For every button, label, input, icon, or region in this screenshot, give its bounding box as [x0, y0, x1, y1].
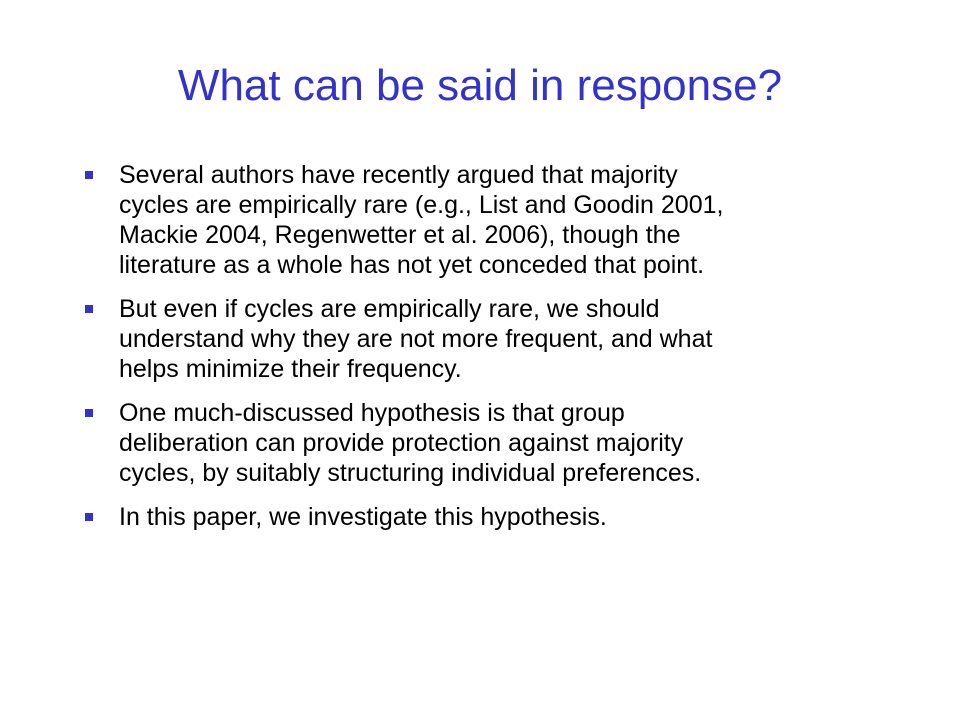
square-bullet-icon: [85, 171, 93, 179]
bullet-item: [85, 160, 905, 280]
bullet-item: [85, 294, 905, 384]
bullet-line: understand why they are not more frequent, and what: [119, 325, 713, 353]
bullet-line: literature as a whole has not yet conceded that point.: [119, 251, 705, 279]
bullet-item: [85, 502, 905, 532]
bullet-line: cycles, by suitably structuring individual preferences.: [119, 459, 702, 487]
square-bullet-icon: [85, 513, 93, 521]
bullet-line: cycles are empirically rare (e.g., List and Goodin 2001,: [119, 191, 724, 219]
slide-title: What can be said in response?: [177, 61, 783, 110]
bullet-line: deliberation can provide protection against majority: [119, 429, 684, 457]
bullet-line: Mackie 2004, Regenwetter et al. 2006), though the: [119, 221, 681, 249]
bullet-line: But even if cycles are empirically rare, we should: [119, 295, 660, 323]
bullet-line: Several authors have recently argued that majority: [119, 161, 678, 189]
square-bullet-icon: [85, 305, 93, 313]
bullet-list: [85, 160, 905, 546]
bullet-line: helps minimize their frequency.: [119, 355, 462, 383]
bullet-line: One much-discussed hypothesis is that group: [119, 399, 625, 427]
bullet-item: [85, 398, 905, 488]
bullet-line: In this paper, we investigate this hypothesis.: [119, 503, 607, 531]
square-bullet-icon: [85, 409, 93, 417]
